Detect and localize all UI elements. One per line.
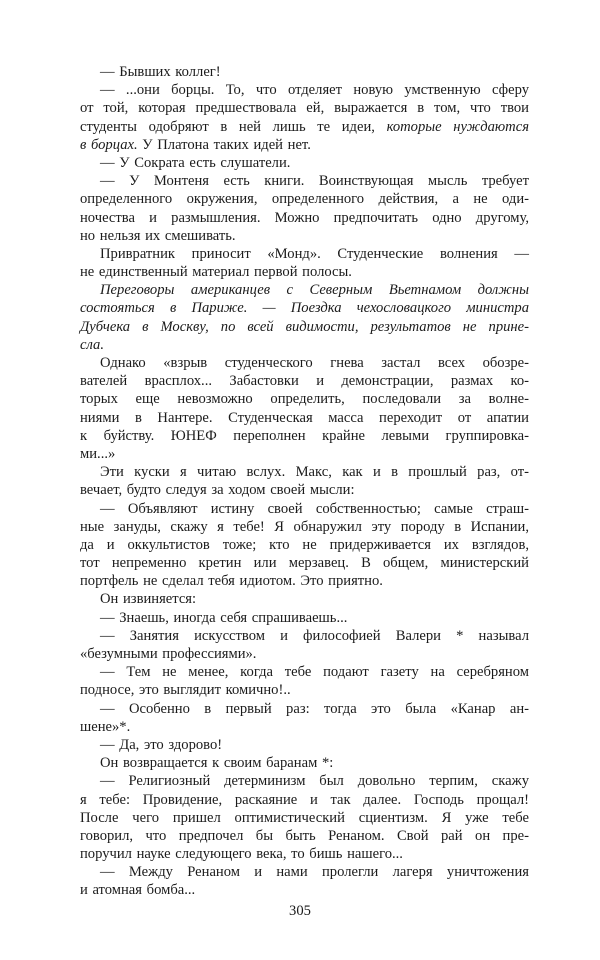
text-line: — Объявляют истину своей собственностью; самые страш- [100,500,529,517]
text-line: Эти куски я читаю вслух. Макс, как и в прошлый раз, от- [100,464,529,481]
text-line: — Да, это здорово! [100,736,223,753]
text-line: Однако «взрыв студенческого гнева застал всех обозре- [100,355,529,371]
paragraph [80,772,529,863]
text-line: После чего пришел оптимистический сциентизм. Я уже тебе [80,809,529,826]
text-line: да и оккультистов тоже; кто не придерживается их взглядов, [80,536,529,553]
text-line [80,136,529,154]
page-number: 305 [289,903,311,919]
text-line: — Тем не менее, когда тебе подают газету на серебряном [100,664,529,681]
text-line: ниями в Нантере. Студенческая масса переходит от апатии [80,409,529,426]
text-line: Привратник приносит «Монд». Студенческие волнения — [100,245,529,262]
text-line: говорил, что предпочел бы быть Ренаном. Свой рай он пре- [80,827,529,844]
text-line: определенного окружения, определенного действия, а не оди- [80,191,529,208]
text-line: — Религиозный детерминизм был довольно терпим, скажу [100,773,529,790]
text-line: Он возвращается к своим баранам *: [100,755,334,772]
paragraph [80,354,529,463]
text-line: — ...они борцы. То, что отделяет новую умственную сферу [100,82,529,99]
paragraph [80,736,529,754]
paragraph [80,172,529,245]
text-line: «безумными профессиями». [80,646,257,662]
text-line: торых еще невозможно определить, последовали за волне- [80,391,529,408]
text-line: Переговоры американцев с Северным Вьетнамом должны [100,282,529,299]
paragraph [80,63,529,81]
text-line: — Знаешь, иногда себя спрашиваешь... [100,609,348,626]
text-line: — Бывших коллег! [100,64,221,80]
paragraph [80,245,529,281]
page-body-text [80,63,529,900]
text-line: тот непременно кретин или мерзавец. В общем, министерский [80,555,529,572]
text-line: подносе, это выглядит комично!.. [80,682,291,699]
paragraph [80,463,529,499]
text-line: Он извиняется: [100,591,197,608]
text-segment: студенты одобряют в ней лишь те идеи, [80,118,387,135]
text-line: к буйству. ЮНЕФ переполнен крайне левыми группировка- [80,427,529,444]
text-line: и атомная бомба... [80,882,196,899]
text-line [80,118,529,136]
text-line: от той, которая предшествовала ей, выражается в том, что твои [80,100,529,117]
paragraph [80,500,529,591]
text-line: — Особенно в первый раз: тогда это была «Канар ан- [100,700,529,717]
italic-text: в борцах. [80,136,138,153]
text-line: Дубчека в Москву, по всей видимости, результатов не прине- [80,318,529,335]
text-line: шене»*. [80,718,131,735]
text-line: поручил науке следующего века, то бишь нашего... [80,846,403,863]
text-line: сла. [80,336,104,353]
paragraph [80,663,529,699]
text-line: не единственный материал первой полосы. [80,264,352,281]
italic-text: которые нуждаются [386,118,529,135]
text-line: состояться в Париже. — Поездка чехословацкого министра [80,300,529,317]
text-line: вечает, будто следуя за ходом своей мысли: [80,482,355,499]
text-segment: У Платона таких идей нет. [137,136,311,153]
paragraph [80,81,529,154]
paragraph [80,700,529,736]
text-line: я тебе: Провидение, раскаяние и так далее. Господь прощал! [80,791,529,808]
paragraph [80,863,529,899]
paragraph [80,154,529,172]
paragraph [80,609,529,627]
text-line: ми...» [80,445,116,462]
text-line: вателей врасплох... Забастовки и демонстрации, размах ко- [80,373,529,390]
text-line: ные зануды, скажу я тебе! Я обнаружил эту породу в Испании, [80,518,529,535]
text-line: — У Монтеня есть книги. Воинствующая мысль требует [100,173,529,190]
text-line: — Занятия искусством и философией Валери * называл [100,627,529,644]
paragraph [80,590,529,608]
text-line: но нельзя их смешивать. [80,227,236,244]
paragraph [80,281,529,354]
text-line: ночества и размышления. Можно предпочитать одно другому, [80,209,529,226]
paragraph [80,754,529,772]
paragraph [80,627,529,663]
text-line: портфель не сделал тебя идиотом. Это приятно. [80,573,383,590]
text-line: — Между Ренаном и нами пролегли лагеря уничтожения [100,864,529,881]
text-line: — У Сократа есть слушатели. [100,154,291,171]
